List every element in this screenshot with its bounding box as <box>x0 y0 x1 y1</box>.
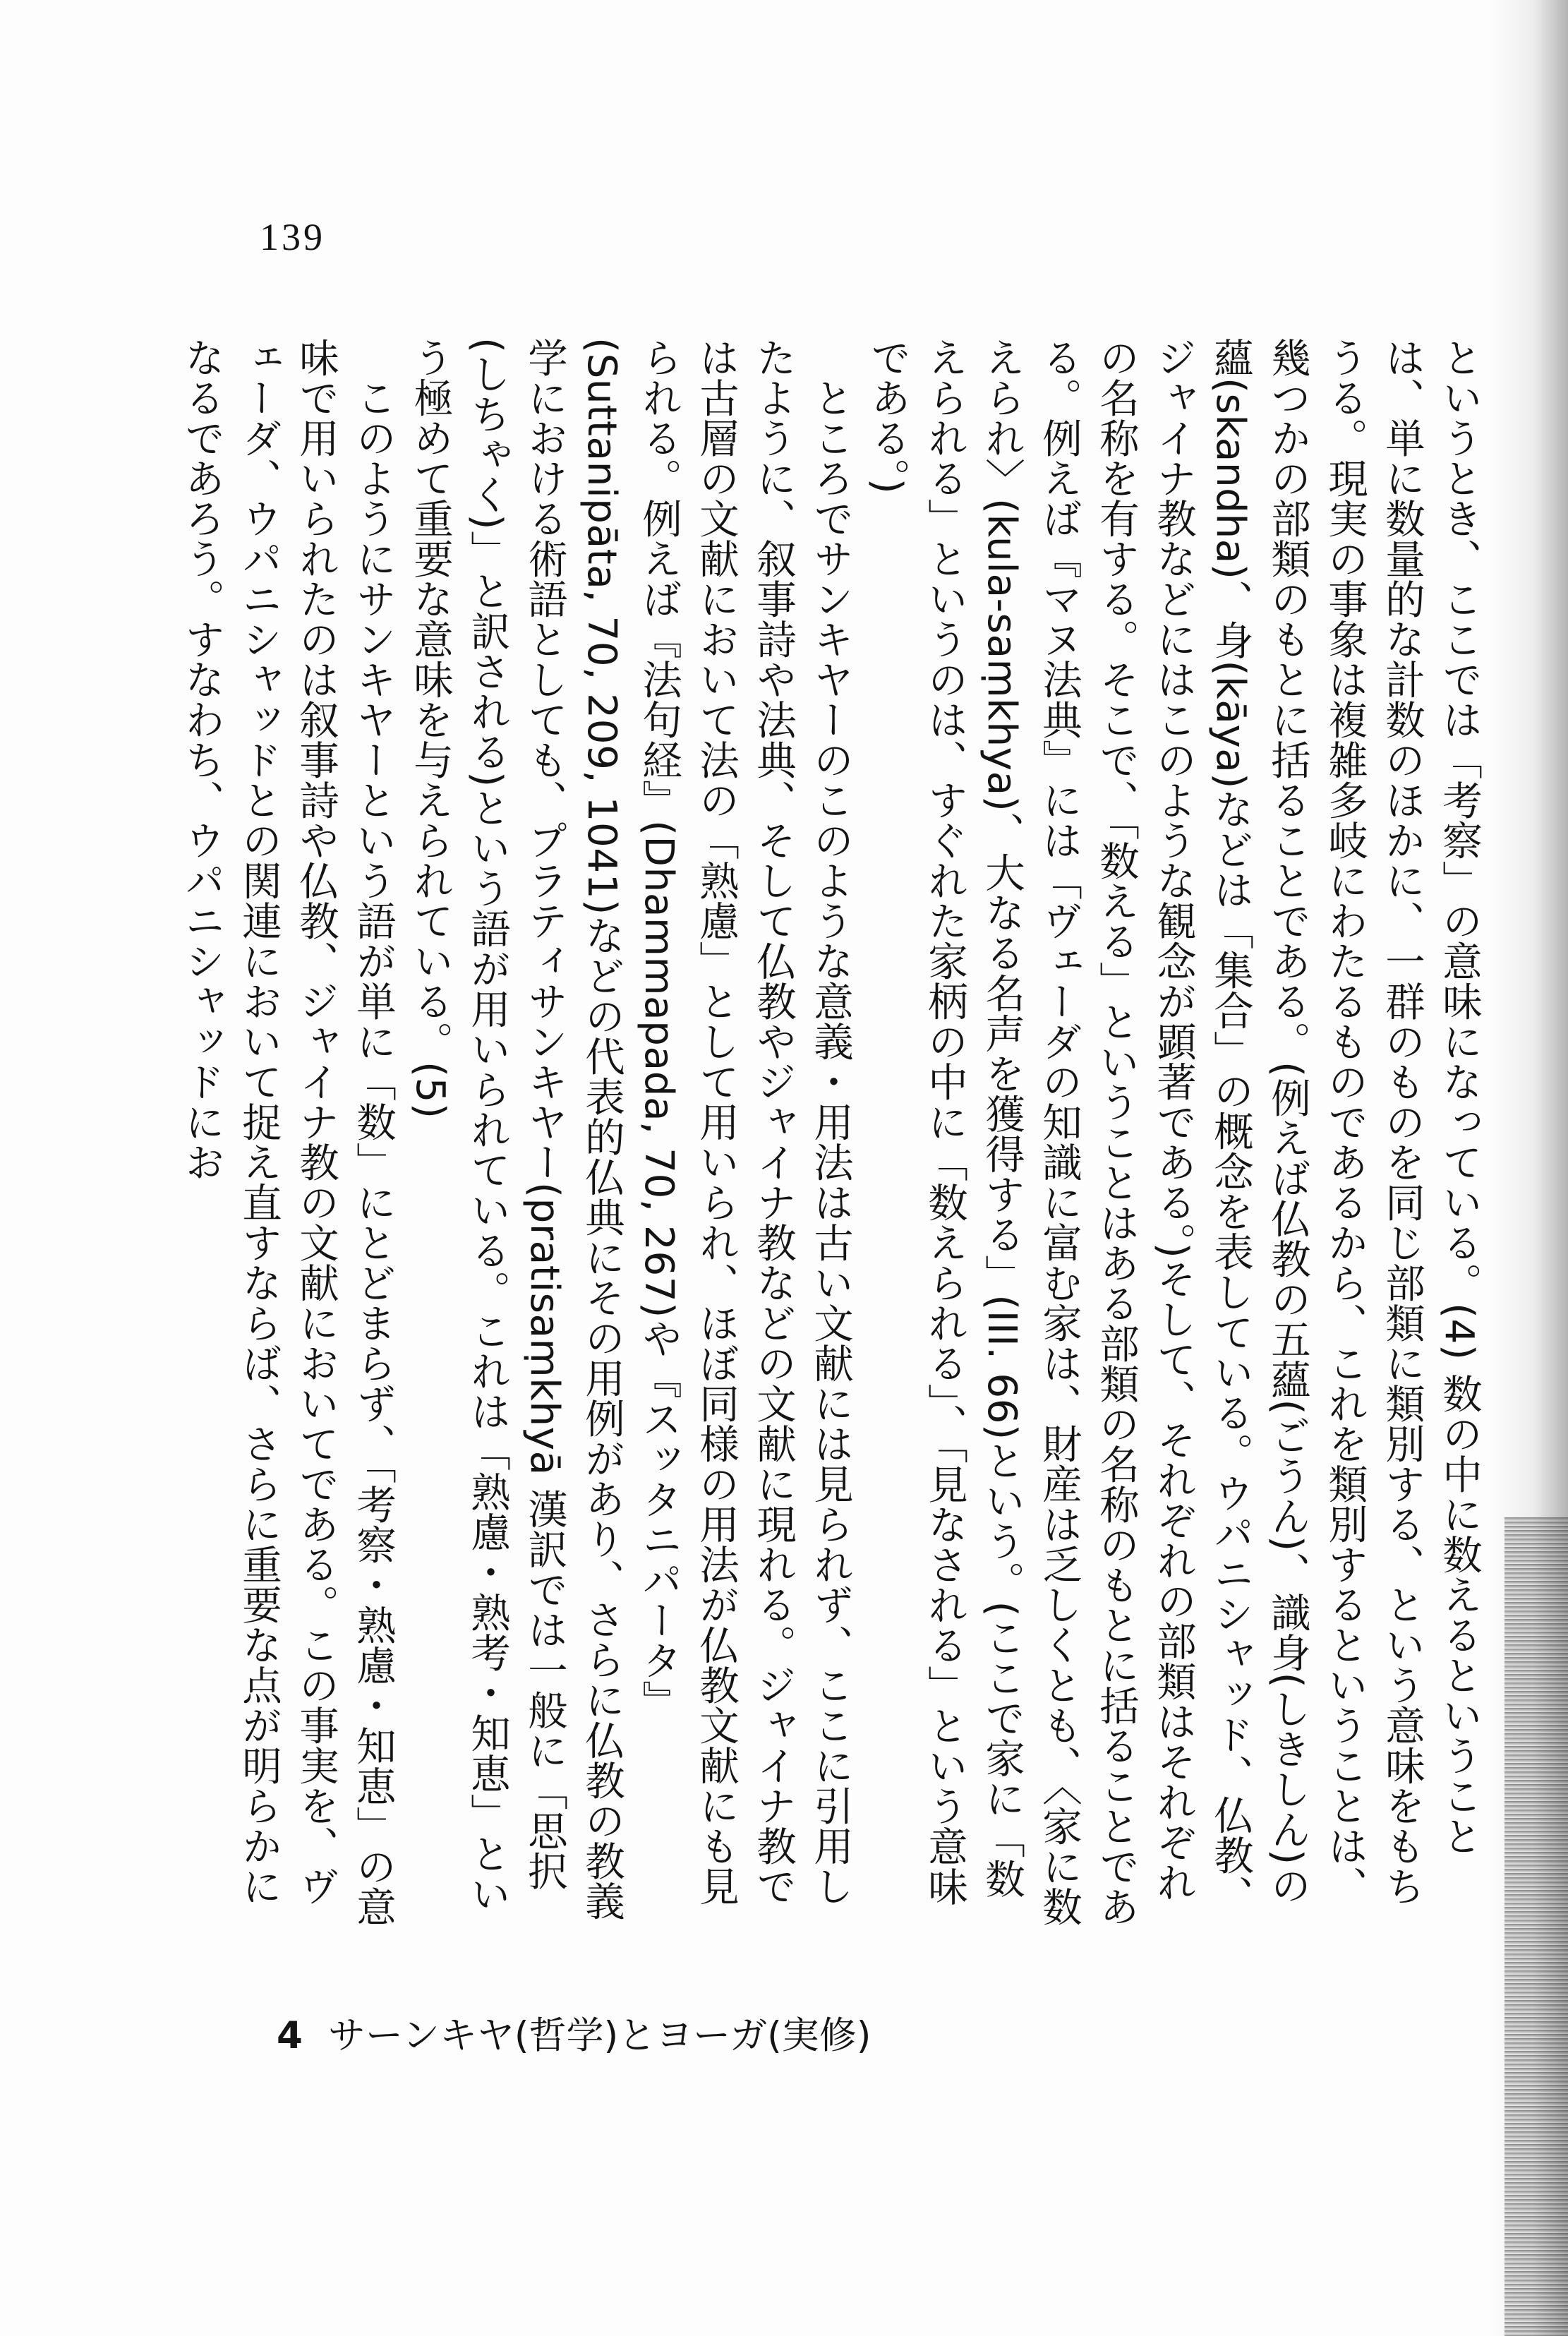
body-text <box>179 337 1488 1932</box>
chapter-title-text: サーンキヤ(哲学)とヨーガ(実修) <box>327 2014 872 2057</box>
paragraph-2: ところでサンキヤーのこのような意義・用法は古い文献には見られず、ここに引用したように、叙事詩や法典、そして仏教やジャイナ教などの文献に現れる。ジャイナ教では古層の文献において法の「熟慮」として用いられ、ほぼ同様の用法が仏教文献にも見られる。例えば『法句経』(Dhammapada, 70, 267)や『スッタニパータ』(Suttanipāta, 70, 209, 1041)などの代表的仏典にその用例があり、さらに仏教の教義学における術語としても、プラティサンキヤー(pratisaṃkhyā 漢訳では一般に「思択(しちゃく)」と訳される)という語が用いられている。これは「熟慮・熟考・知恵」という極めて重要な意味を与えられている。(5) <box>407 337 853 1921</box>
chapter-running-head <box>277 2006 871 2059</box>
page-number: 139 <box>260 216 325 258</box>
scan-edge-noise <box>1504 1517 1568 2336</box>
paragraph-3: このようにサンキヤーという語が単に「数」にとどまらず、「考察・熟慮・知恵」の意味で用いられたのは叙事詩や仏教、ジャイナ教の文献においてである。この事実を、ヴェーダ、ウパニシャッドとの関連において捉え直すならば、さらに重要な点が明らかになるであろう。すなわち、ウパニシャッドにお <box>179 337 396 1927</box>
chapter-number: 4 <box>277 2014 303 2057</box>
paragraph-1: というとき、ここでは「考察」の意味になっている。(4) 数の中に数えるということは、単に数量的な計数のほかに、一群のものを同じ部類に類別する、という意味をもちうる。現実の事象は複雑多岐にわたるものであるから、これを類別するということは、幾つかの部類のもとに括ることである。(例えば仏教の五蘊(ごうん)、識身(しきしん)の蘊(skandha)、身(kāya)などは「集合」の概念を表している。ウパニシャッド、仏教、ジャイナ教などにはこのような観念が顕著である。)そして、それぞれの部類はそれぞれの名称を有する。そこで、「数える」ということはある部類の名称のもとに括ることである。例えば『マヌ法典』には「ヴェーダの知識に富む家は、財産は乏しくとも、〈家に数えられ〉(kula-saṃkhya)、大なる名声を獲得する」(III. 66)という。(ここで家に「数えられる」というのは、すぐれた家柄の中に「数えられる」、「見なされる」という意味である。) <box>864 337 1482 1927</box>
